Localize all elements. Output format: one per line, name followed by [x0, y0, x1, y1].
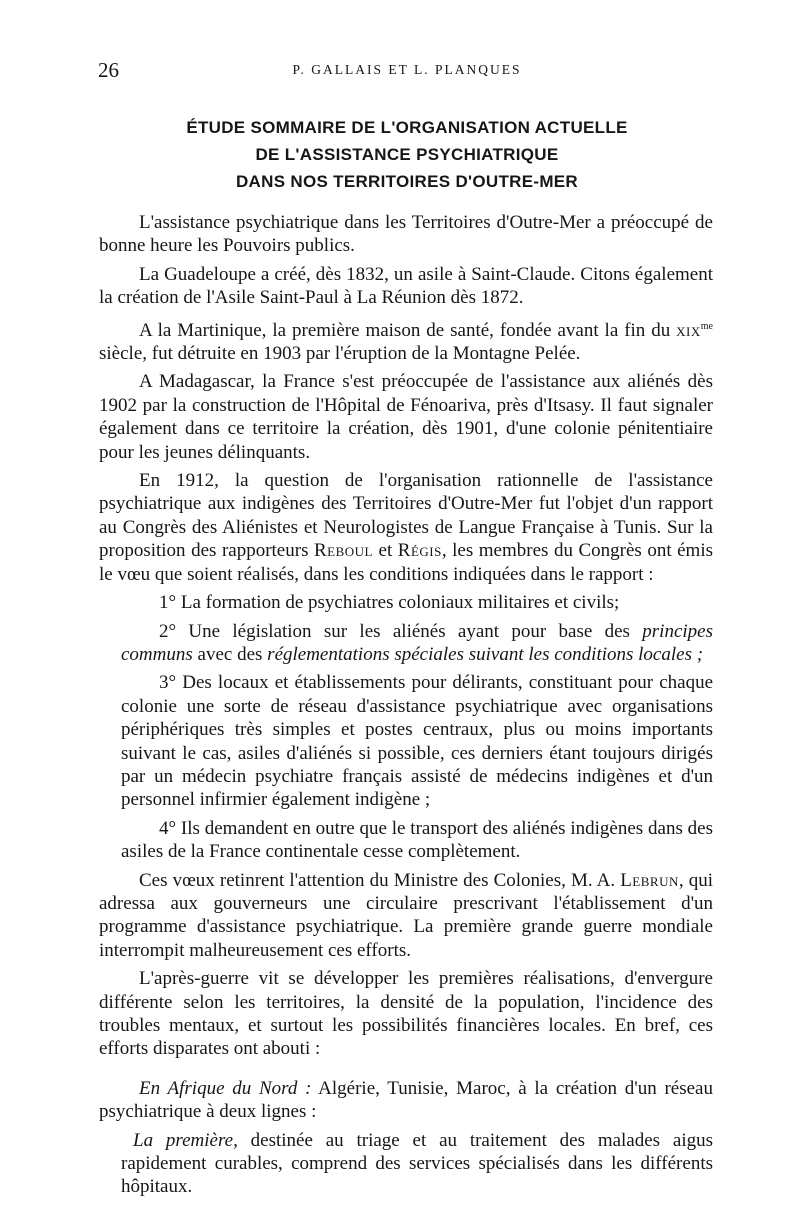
paragraph-8: En Afrique du Nord : Algérie, Tunisie, Maroc, à la création d'un réseau psychiatrique à deux lignes : — [99, 1077, 713, 1123]
minister-name: Lebrun — [620, 869, 679, 891]
emphasis-premiere: La première, — [133, 1129, 238, 1151]
emphasis-reglementations: réglementations spéciales suivant les conditions locales ; — [267, 643, 704, 665]
running-title: P. GALLAIS ET L. PLANQUES — [292, 62, 522, 77]
emphasis-afrique: En Afrique du Nord : — [139, 1077, 312, 1099]
title-line-1: ÉTUDE SOMMAIRE DE L'ORGANISATION ACTUELLE — [186, 118, 628, 137]
author-name-regis: Régis — [397, 540, 442, 562]
list-item-1: 1° La formation de psychiatres coloniaux militaires et civils; — [159, 592, 620, 614]
running-head — [98, 58, 716, 82]
list-item-3: 3° Des locaux et établissements pour délirants, constituant pour chaque colonie une sorte de réseau d'assistance psychiatrique avec organisations périphériques très simples et postes centraux, plus ou moins importants suivant le cas, asiles d'aliénés si possible, ces derniers étant toujours dirigés par un médecin psychiatre français assisté de médecins indigènes et d'un personnel infirmier également indigène ; — [121, 672, 713, 811]
emphasis-principes: principes communs — [121, 620, 713, 665]
paragraph-3: A la Martinique, la première maison de santé, fondée avant la fin du xix$^{me}$ siècle, fut détruite en 1903 par l'éruption de la Montagne Pelée. — [99, 319, 713, 365]
paragraph-4: A Madagascar, la France s'est préoccupée de l'assistance aux aliénés dès 1902 par la construction de l'Hôpital de Fénoariva, près d'Itsasy. Il faut signaler également dans ce territoire la création, dès 1901, d'une colonie pénitentiaire pour les jeunes délinquants. — [99, 371, 713, 463]
article-title — [100, 114, 714, 195]
body-text — [99, 211, 713, 1204]
century-numeral: xix — [676, 319, 701, 341]
page-number: 26 — [98, 58, 119, 82]
paragraph-1: L'assistance psychiatrique dans les Territoires d'Outre-Mer a préoccupé de bonne heure les Pouvoirs publics. — [99, 212, 713, 257]
superscript: me — [700, 320, 713, 332]
paragraph-7: L'après-guerre vit se développer les premières réalisations, d'envergure différente selon les territoires, la densité de la population, l'incidence des troubles mentaux, et surtout les possibilités financières locales. En bref, ces efforts disparates ont abouti : — [99, 968, 713, 1060]
list-item-2: 2° Une législation sur les aliénés ayant pour base des principes communs avec des réglementations spéciales suivant les conditions locales ; — [121, 620, 713, 665]
paragraph-6: Ces vœux retinrent l'attention du Ministre des Colonies, M. A. Lebrun, qui adressa aux gouverneurs une circulaire prescrivant l'établissement d'un programme d'assistance psychiatrique. La première grande guerre mondiale interrompit malheureusement ces efforts. — [99, 869, 713, 961]
paragraph-2: La Guadeloupe a créé, dès 1832, un asile à Saint-Claude. Citons également la création de l'Asile Saint-Paul à La Réunion dès 1872. — [99, 263, 713, 309]
list-item-4: 4° Ils demandent en outre que le transport des aliénés indigènes dans des asiles de la France continentale cesse complètement. — [121, 817, 713, 863]
author-name-reboul: Reboul — [314, 540, 374, 562]
paragraph-5: En 1912, la question de l'organisation rationnelle de l'assistance psychiatrique aux indigènes des Territoires d'Outre-Mer fut l'objet d'un rapport au Congrès des Aliénistes et Neurologistes de Langue Française à Tunis. Sur la proposition des rapporteurs Reboul et Régis, les membres du Congrès ont émis le vœu que soient réalisés, dans les conditions indiquées dans le rapport : — [99, 470, 714, 585]
title-line-2: DE L'ASSISTANCE PSYCHIATRIQUE — [255, 145, 559, 164]
paragraph-9: La première, destinée au triage et au traitement des malades aigus rapidement curables, comprend des services spécialisés dans les différents hôpitaux. — [121, 1129, 713, 1198]
title-line-3: DANS NOS TERRITOIRES D'OUTRE-MER — [235, 172, 578, 191]
